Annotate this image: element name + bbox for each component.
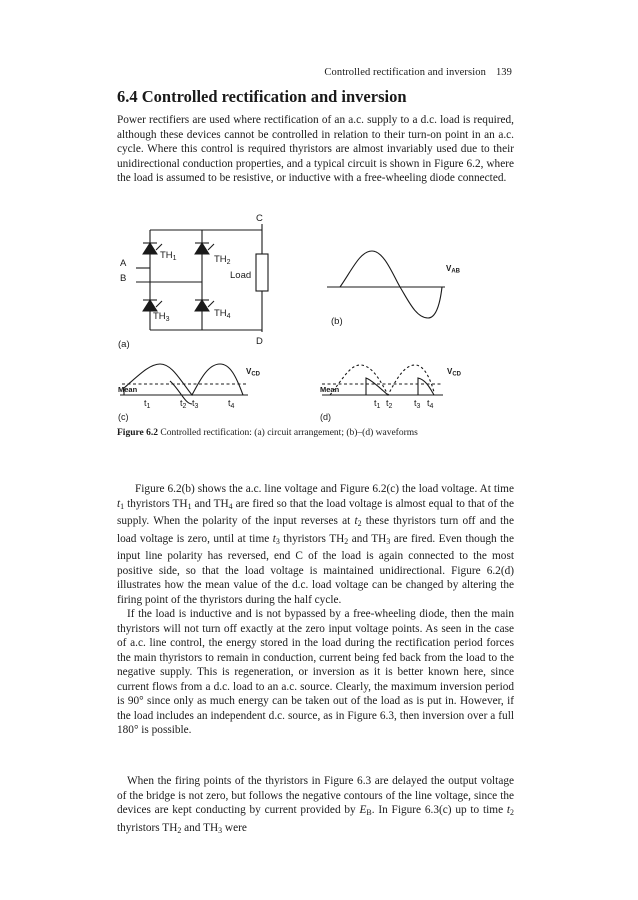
panel-d-label: (d)	[320, 412, 331, 422]
paragraph-firing-delay: When the firing points of the thyristors in Figure 6.3 are delayed the output voltage of the bridge is not zero, but follows the negative contours of the line voltage, since the devices are kept conducting by current provided by $E_B$. In Figure 6.3(c) up to time $t_2$ thyristors $TH_2$ and $TH_3$ were	[117, 775, 514, 835]
panel-a-label: (a)	[118, 339, 130, 350]
panel-d-vcd: VCD	[447, 367, 462, 378]
node-b-label: B	[120, 273, 127, 284]
panel-c-t4: $t_4$	[228, 398, 235, 410]
panel-b-vab: VAB	[446, 264, 461, 275]
paragraph-intro: Power rectifiers are used where rectification of an a.c. supply to a d.c. load is required, although these devices cannot be controlled in relation to their turn-on point in an a.c. cycle. Where this control is required thyristors are almost invariably used due to their unidirectional conduction properties, and a typical circuit is shown in Figure 6.2, where the load is assumed to be resistive, or inductive with a free-wheeling diode connected.	[117, 114, 514, 184]
th3-label: $TH_3$	[153, 311, 170, 323]
load-label: Load	[230, 270, 252, 281]
panel-b-sine	[340, 251, 442, 318]
th1-label: $TH_1$	[160, 250, 177, 262]
th2-symbol	[195, 243, 209, 254]
node-a-label: A	[120, 258, 127, 269]
figure-caption	[117, 428, 418, 438]
panel-d-t2: $t_2$	[386, 398, 393, 410]
node-c-label: C	[256, 213, 263, 224]
load-resistor	[256, 254, 268, 291]
section-title: 6.4 Controlled rectification and inversion	[117, 87, 407, 106]
page-number: 139	[495, 67, 512, 78]
panel-c-waveform	[124, 364, 243, 395]
panel-c-mean-label: Mean	[118, 385, 138, 394]
panel-c-label: (c)	[118, 412, 129, 422]
th3-symbol	[143, 300, 157, 311]
th2-label: $TH_2$	[214, 254, 231, 266]
panel-d-waveform	[366, 378, 434, 395]
paragraph-inductive-load: If the load is inductive and is not bypassed by a free-wheeling diode, then the main thyristors will not turn off exactly at the zero input voltage points. As seen in the case of a.c. line control, the energy stored in the load during the rectification period forces the main thyristors to remain in conduction, current being fed back from the load to the negative supply. This is regeneration, or inversion as it is better known here, since current flows from a d.c. load to an a.c. source. Clearly, the maximum inversion period is 90° since only as much energy can be taken out of the load as is put in. However, if the load includes an independent d.c. source, as in Figure 6.3, then inversion over a full 180° is possible.	[117, 608, 514, 736]
paragraph-waveforms: Figure 6.2(b) shows the a.c. line voltage and Figure 6.2(c) the load voltage. At time $t_1$ thyristors $TH_1$ and $TH_4$ are fired so that the load voltage is almost equal to that of the supply. When the polarity of the input reverses at $t_2$ these thyristors turn off and the load voltage is zero, until at time $t_3$ thyristors $TH_2$ and $TH_3$ are fired. Even though the input line polarity has reversed, end C of the load is again connected to the most positive side, so that the load voltage is maintained unidirectional. Figure 6.2(d) illustrates how the mean value of the d.c. load voltage can be changed by altering the firing point of the thyristors during the half cycle.	[117, 483, 514, 606]
panel-d-t3: $t_3$	[414, 398, 421, 410]
th4-gate	[208, 301, 214, 307]
caption-text: Controlled rectification: (a) circuit arrangement; (b)–(d) waveforms	[158, 428, 418, 438]
caption-label: Figure 6.2	[117, 428, 158, 438]
th3-gate	[156, 301, 162, 307]
th4-symbol	[195, 300, 209, 311]
node-d-label: D	[256, 336, 263, 347]
panel-c-vcd: VCD	[246, 367, 261, 378]
panel-b-label: (b)	[331, 316, 343, 327]
panel-c-t1: $t_1$	[144, 398, 151, 410]
panel-d-t4: $t_4$	[427, 398, 434, 410]
running-title: Controlled rectification and inversion	[324, 67, 486, 78]
th1-symbol	[143, 243, 157, 254]
panel-c-t2: $t_2$	[180, 398, 187, 410]
th4-label: $TH_4$	[214, 308, 231, 320]
panel-d-mean-label: Mean	[320, 385, 340, 394]
th2-gate	[208, 244, 214, 250]
panel-d-t1: $t_1$	[374, 398, 381, 410]
panel-c-t3: $t_3$	[192, 398, 199, 410]
